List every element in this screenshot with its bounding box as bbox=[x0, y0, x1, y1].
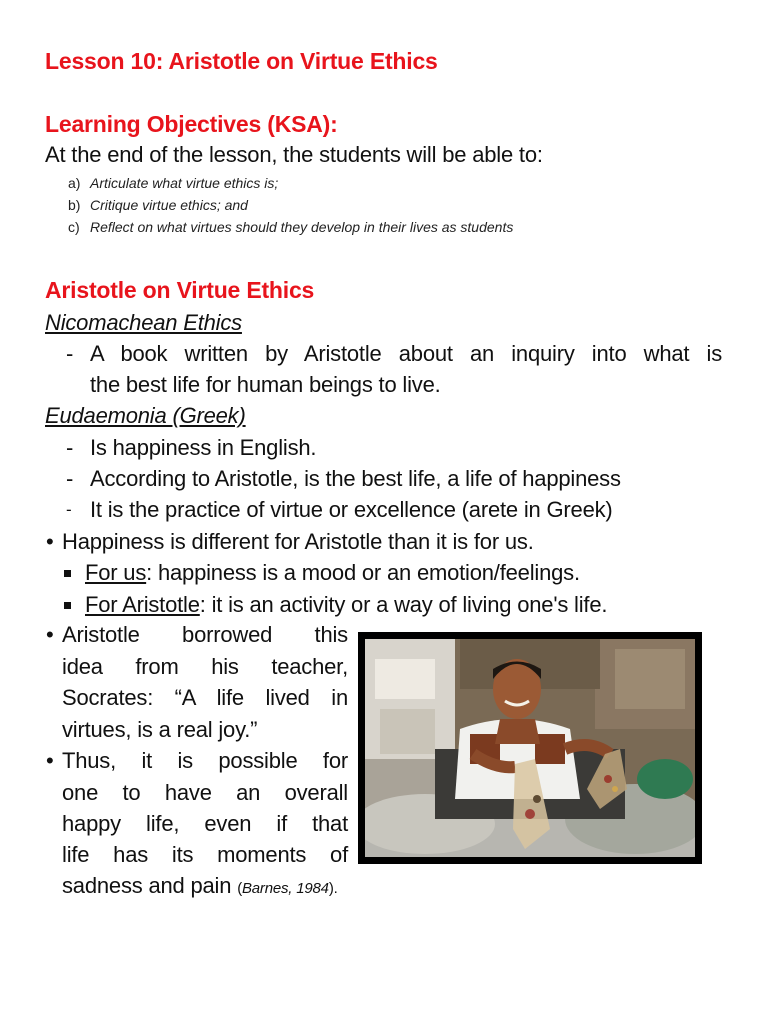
eudaemonia-point: Is happiness in English. bbox=[90, 435, 317, 460]
borrowed-line: virtues, is a real joy.” bbox=[62, 717, 258, 742]
borrowed-line: Socrates: “A life lived in bbox=[62, 685, 348, 710]
dash-marker: - bbox=[66, 341, 74, 366]
nicomachean-term: Nicomachean Ethics bbox=[45, 310, 242, 335]
photo-man-with-recyclables bbox=[365, 639, 695, 857]
eudaemonia-point: It is the practice of virtue or excellence (arete in Greek) bbox=[90, 497, 613, 522]
dash-marker: - bbox=[66, 466, 74, 491]
bullet-marker: • bbox=[46, 529, 54, 554]
photo-frame bbox=[358, 632, 702, 864]
for-aristotle-text: : it is an activity or a way of living one's life. bbox=[199, 592, 608, 617]
thus-line: Thus, it is possible for bbox=[62, 748, 348, 773]
objective-item bbox=[68, 175, 278, 191]
thus-line: one to have an overall bbox=[62, 780, 348, 805]
eudaemonia-term: Eudaemonia (Greek) bbox=[45, 403, 246, 428]
objective-item bbox=[68, 219, 513, 235]
objectives-heading: Learning Objectives (KSA): bbox=[45, 111, 338, 137]
citation-close: ). bbox=[328, 880, 338, 897]
for-us-text: : happiness is a mood or an emotion/feelings. bbox=[146, 560, 580, 585]
thus-last-line bbox=[62, 873, 338, 899]
citation-open: ( bbox=[237, 880, 242, 897]
section-heading: Aristotle on Virtue Ethics bbox=[45, 277, 315, 303]
thus-line: happy life, even if that bbox=[62, 811, 348, 836]
objective-item bbox=[68, 197, 248, 213]
bullet-marker: • bbox=[46, 622, 54, 647]
eudaemonia-point: According to Aristotle, is the best life, a life of happiness bbox=[90, 466, 621, 491]
objective-letter: c) bbox=[68, 219, 80, 235]
square-bullet-marker bbox=[64, 602, 71, 609]
objective-text: Reflect on what virtues should they develop in their lives as students bbox=[90, 219, 514, 235]
citation: Barnes, 1984 bbox=[241, 880, 329, 897]
objective-letter: a) bbox=[68, 175, 81, 191]
dash-marker: - bbox=[66, 500, 72, 519]
nicomachean-definition: A book written by Aristotle about an inquiry into what is bbox=[90, 341, 722, 366]
borrowed-line: Aristotle borrowed this bbox=[62, 622, 348, 647]
objectives-intro: At the end of the lesson, the students will be able to: bbox=[45, 142, 543, 167]
thus-line: life has its moments of bbox=[62, 842, 348, 867]
lesson-title: Lesson 10: Aristotle on Virtue Ethics bbox=[45, 48, 438, 74]
dash-marker: - bbox=[66, 435, 74, 460]
square-bullet-marker bbox=[64, 570, 71, 577]
for-aristotle-label: For Aristotle bbox=[85, 592, 200, 617]
bullet-marker: • bbox=[46, 748, 54, 773]
for-aristotle-item bbox=[85, 592, 607, 618]
for-us-item bbox=[85, 560, 580, 586]
borrowed-line: idea from his teacher, bbox=[62, 654, 348, 679]
for-us-label: For us bbox=[85, 560, 147, 585]
objective-text: Critique virtue ethics; and bbox=[90, 197, 248, 213]
thus-last-text: sadness and pain bbox=[62, 873, 238, 898]
difference-statement: Happiness is different for Aristotle than it is for us. bbox=[62, 529, 534, 554]
nicomachean-definition-cont: the best life for human beings to live. bbox=[90, 372, 441, 397]
objective-text: Articulate what virtue ethics is; bbox=[90, 175, 279, 191]
objective-letter: b) bbox=[68, 197, 81, 213]
